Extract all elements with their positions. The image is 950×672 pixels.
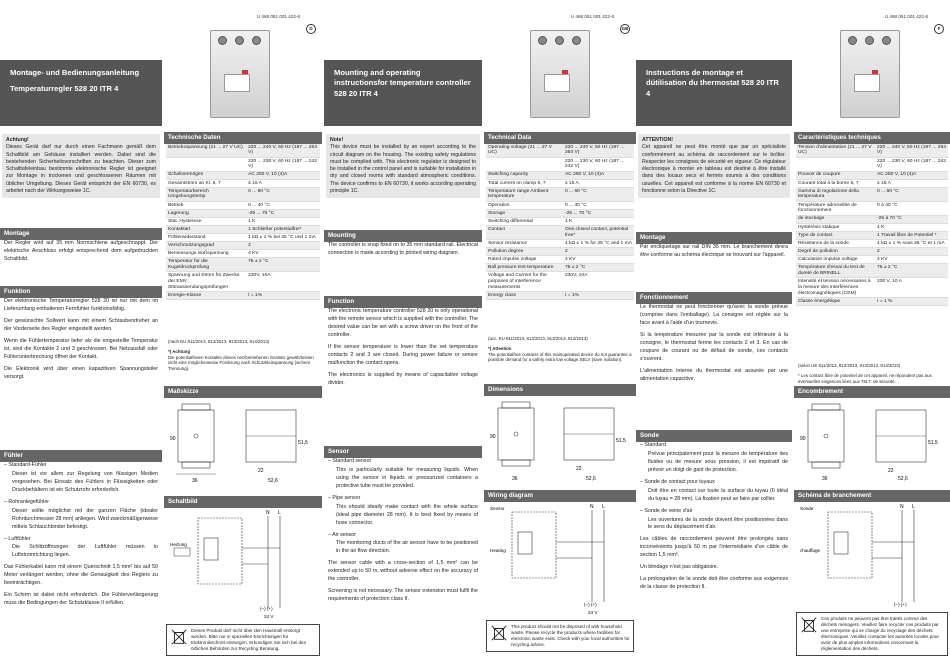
de-section-montage: Montage	[0, 228, 162, 240]
spec-row	[796, 232, 948, 240]
spec-row	[166, 144, 320, 157]
spec-key: Operating voltage (21 ... 27 V UC)	[486, 144, 563, 157]
spec-key: Résistance de la sonde	[796, 240, 875, 248]
spec-value: 230V, 10A	[246, 272, 320, 292]
spec-key: Intensité et tension nécessaires à la mesure des interférences électromagnétiques (CEM)	[796, 278, 875, 298]
spec-value: 1 kΩ ± 1 % sous 25 °C et 1 mA	[875, 240, 948, 248]
spec-value: ≤ 16 A	[246, 179, 320, 187]
fr-spec-table	[796, 144, 948, 306]
spec-row	[486, 272, 634, 292]
spec-key: Sensor resistance	[486, 240, 563, 248]
gb-footnote-text: The potentialfree contacts of this mainoperated device do not guarantee a possible demand for a safety extra low voltage SELV (save isolation).	[488, 351, 632, 363]
gb-sensor-standard-text: This is particularly suitable for measuring liquids. When using the sensor in liquids or pressurized containers a protective tube must be provided.	[336, 466, 478, 489]
fr-cable-text-3: La prolongation de la sonde doit être conforme aux exigences de la classe de protection II.	[640, 576, 788, 591]
gb-spec-column	[484, 0, 636, 672]
de-dim-d: 51,5	[298, 440, 308, 446]
fr-dim-w3: 52,6	[898, 476, 908, 482]
spec-row	[486, 188, 634, 202]
spec-row	[486, 226, 634, 240]
gb-weee-text: This product should not be disposed of with household waste. Please recycle the products where facilities for electronic waste exist. Check with your local authorities for recycling advice.	[511, 624, 630, 647]
spec-row	[486, 264, 634, 272]
spec-key: Bemessungs stoßspannung	[166, 250, 246, 258]
spec-key	[796, 157, 875, 171]
spec-row	[796, 201, 948, 215]
spec-row	[796, 144, 948, 157]
spec-key: Hystérésis statique	[796, 223, 875, 231]
gb-section-sensor: Sensor	[324, 446, 482, 458]
gb-wire-n: N	[590, 504, 594, 510]
fr-dim-d: 51,5	[928, 440, 938, 446]
gb-sensor-air: – Air sensor	[328, 531, 356, 538]
spec-row	[166, 210, 320, 218]
de-section-fuehler: Fühler	[0, 450, 162, 462]
de-wiring-diagram	[168, 508, 318, 620]
fr-montage-text: Par encliquetage sur rail DIN 35 mm. Le branchement devra être conforme au schéma électrique se trouvant sur l'appareil.	[640, 244, 788, 258]
spec-key: de stockage	[796, 215, 875, 223]
fr-dim-h: 90	[800, 436, 806, 442]
spec-row	[796, 157, 948, 171]
spec-row	[486, 179, 634, 187]
spec-value: 220 ... 240 V, 50 Hz (187 ... 264 V)	[875, 144, 948, 157]
fr-footnote: * Les contact libre de potentiel de cet appareil, ne répondent pas aux éventuelles exigences liées aux T.B.T. de sécurité.	[798, 373, 932, 384]
gb-dim-d: 51,5	[616, 438, 626, 444]
spec-row	[796, 223, 948, 231]
spec-row	[166, 188, 320, 202]
gb-title-bar	[324, 60, 482, 126]
spec-row	[486, 201, 634, 209]
fr-section-fonction: Fonctionnement	[636, 292, 792, 304]
gb-dim-w2: 22	[576, 466, 582, 472]
fr-wire-n: N	[900, 504, 904, 510]
spec-row	[166, 179, 320, 187]
fr-section-sonde: Sonde	[636, 430, 792, 442]
spec-value: 1 kΩ ± 1 % for 25 °C and 1 mA	[563, 240, 634, 248]
spec-value: I = 1 %	[875, 298, 948, 306]
gb-wire-pm: (–) (+)	[584, 602, 597, 607]
de-footnote-text: Die potentialfreien Kontakte dieses netzbetriebenen Gerätes gewährleisten nicht eine möglicherweise Forderung nach Schutzkleinspannung (sichere Trennung).	[168, 354, 314, 372]
spec-value: 220 ... 230 V, 60 Hz (187 ... 242 V)	[246, 157, 320, 171]
gb-sensor-air-text: The monitoring ducts of the air sensor have to be positioned in the air flow direction.	[336, 540, 478, 555]
spec-key: Total current on clamp 6, 7	[486, 179, 563, 187]
de-dim-w1: 36	[192, 478, 198, 484]
gb-sensor-pipe-text: This should ideally make contact with the whole surface (ideal pipe diameter 28 mm). It is best fixed by means of hose connector.	[336, 503, 478, 526]
spec-value: 1 K	[563, 218, 634, 226]
gb-function-text-1: The electronic temperature controller 528 20 is only operational with the remote sensor which is supplied with the controller. The desired value can be set with a screw driver on the front of the controller.	[328, 308, 478, 338]
de-funktion-text-1: Der elektronische Temperaturregler 528 20 ist nur mit dem im Lieferumfang enthaltenen Fernfühler funktionsfähig.	[4, 298, 158, 312]
spec-key: Temperatur für die Kugeldruckprüfung	[166, 258, 246, 272]
spec-row	[486, 248, 634, 256]
spec-key: Température d'essai du test de dureté de BRINELL	[796, 264, 875, 278]
gb-cable-text-1: The sensor cable with a cross-section of 1,5 mm² can be extended up to 50 m, without adverse effect on the accuracy of the controller.	[328, 560, 478, 583]
spec-key: Degré de pollution	[796, 248, 875, 256]
fr-sonde-tuyau: – Sonde de contact pour tuyaux	[640, 478, 715, 485]
spec-row	[166, 250, 320, 258]
de-footnote	[168, 349, 318, 372]
spec-row	[486, 240, 634, 248]
de-fuehler-standard: – Standard-Fühler	[4, 462, 47, 468]
spec-value: 75 ± 2 °C	[563, 264, 634, 272]
gb-wire-l: L	[602, 504, 605, 510]
fr-sonde-air-text: Les ouvertures de la sonde doivent être positionnées dans le sens du déplacement d'air.	[648, 516, 788, 531]
spec-key: Betriebsspannung (21 ... 27 V UC)	[166, 144, 246, 157]
spec-value: -25 ... 70 °C	[246, 210, 320, 218]
fr-weee-text: Ces produits ne peuvent pas être traités comme des déchets ménagers. Veuillez faire recycler ces produits par une entreprise qui se charge du recyclage des déchets électroniques. Veuillez contacter les autorités locales pour avoir de plus amples informations concernant la règlementation des déchets.	[821, 616, 939, 651]
gb-mounting-text: The controller is snap fixed on to 35 mm standard rail. Electrical connection is made according to printed wiring diagram.	[328, 242, 478, 256]
spec-row	[796, 171, 948, 179]
spec-row	[486, 256, 634, 264]
spec-value: 4 KV	[563, 256, 634, 264]
spec-value: 1 Schließer potentialfrei*	[246, 226, 320, 234]
spec-value: 1 Travail libre de Potentiel *	[875, 232, 948, 240]
spec-row	[166, 171, 320, 179]
spec-key: Contact	[486, 226, 563, 240]
gb-sensor-label: Sensor	[490, 506, 505, 511]
de-specs-norms: (nach EU 811/2013, 812/2013, 813/2013, 814/2013)	[168, 339, 270, 344]
spec-value: 0 ... 60 °C	[563, 188, 634, 202]
gb-specs-norms: (acc. EU 811/2013, 812/2013, 813/2013, 814/2013)	[488, 336, 588, 341]
spec-value: 0 à 40 °C	[875, 201, 948, 215]
spec-key: Lagerung	[166, 210, 246, 218]
spec-key: Storage	[486, 210, 563, 218]
de-product-image	[204, 26, 276, 122]
spec-row	[166, 234, 320, 242]
de-title-bar	[0, 60, 162, 126]
spec-key: Switching capacity	[486, 171, 563, 179]
gb-dimension-drawing	[488, 398, 632, 484]
fr-product-image	[834, 26, 906, 122]
gb-footnote	[488, 346, 632, 363]
gb-warning-heading: Note!	[330, 137, 344, 143]
gb-sensor-standard: – Standard sensor	[328, 458, 372, 464]
fr-text-column	[636, 0, 792, 672]
gb-dim-h: 90	[490, 434, 496, 440]
gb-title: Mounting and operating instructionsfor temperature controller 528 20 ITR 4	[334, 68, 471, 98]
spec-value: 220 ... 240 V, 50 Hz (187 ... 264 V)	[246, 144, 320, 157]
gb-doc-number: U 468 051 001 422-6	[570, 14, 614, 19]
de-spec-column	[164, 0, 322, 672]
fr-cable-text-1: Les câbles de raccordement peuvent être prolongés sans inconvénients jusqu'à 50 m par l'intermédiaire d'un câble de section 1,5 mm².	[640, 536, 788, 559]
spec-key: Tension d'alimentation (21 ... 27 V UC)	[796, 144, 875, 157]
gb-warning-box	[326, 134, 480, 198]
spec-value: ≤ 16 A	[563, 179, 634, 187]
crossed-bin-icon	[170, 628, 188, 646]
gb-function-text-3: The electronics is supplied by means of capacitative voltage divider.	[328, 371, 478, 386]
fr-sonde-air: – Sonde de veine d'air	[640, 507, 693, 514]
spec-value: AC 250 V, 10 (4)A	[875, 171, 948, 179]
fr-section-schema: Schéma de branchement	[794, 490, 950, 502]
fr-title: Instructions de montage et dútilisation du thermostat 528 20 ITR 4	[646, 68, 779, 98]
fr-section-montage: Montage	[636, 232, 792, 244]
spec-value: 2	[246, 242, 320, 250]
fr-sonde-tuyau-text: Doit être en contact sur toute la surface du tuyau (0 idéal du tuyau = 28 mm). La fixation peut se faire par collier.	[648, 487, 788, 502]
fr-wire-l: L	[912, 504, 915, 510]
gb-product-image	[524, 26, 596, 122]
gb-section-mounting: Mounting	[324, 230, 482, 242]
spec-value: 75 ± 2 °C	[246, 258, 320, 272]
spec-value: 0 ... 60 °C	[246, 188, 320, 202]
de-dim-w3: 52,6	[268, 478, 278, 484]
fr-dimension-drawing	[798, 400, 946, 484]
de-section-tech: Technische Daten	[164, 132, 322, 144]
de-lang-badge: D	[306, 24, 316, 34]
spec-value: 4 KV	[875, 256, 948, 264]
fr-fonction-text-1: Le thermostat ne peut fonctionner qu'avec la sonde prévue (comprise dans l'emballage). La consigne est réglée sur la face avant à l'aide d'un tournevis.	[640, 304, 788, 326]
spec-key: Schaltvermögen	[166, 171, 246, 179]
spec-value: -25 ... 70 °C	[563, 210, 634, 218]
spec-key: Gamma di regolazione della temperatura	[796, 188, 875, 202]
fr-sonde-standard: – Standard	[640, 442, 666, 448]
spec-key: Gesamtstrom an Kl. 6, 7	[166, 179, 246, 187]
de-product-title: Temperaturregler 528 20 ITR 4	[10, 84, 119, 94]
spec-value: 2	[875, 248, 948, 256]
fr-specs-norms: (selon UE 811/2013, 812/2013, 813/2013, 814/2013)	[798, 363, 901, 368]
spec-key: Pollution degree	[486, 248, 563, 256]
spec-key	[486, 157, 563, 171]
de-footnote-heading: *) Achtung	[168, 349, 191, 354]
spec-key: Pouvoir de coupure	[796, 171, 875, 179]
spec-value: 230V, 10A	[563, 272, 634, 292]
fr-wiring-diagram	[798, 502, 946, 610]
spec-key: Fühlerwiderstand	[166, 234, 246, 242]
spec-row	[166, 292, 320, 300]
spec-row	[796, 256, 948, 264]
spec-key: Betrieb	[166, 201, 246, 209]
de-warning-box	[2, 134, 160, 198]
spec-value: 4 KV	[246, 250, 320, 258]
de-warning-text: Dieses Gerät darf nur durch einen Fachmann gemäß dem Schaltbild am Gehäuse installiert werden. Dabei sind die bestehenden Sicherheitsvorschriften zu beachten. Dieser zum Schalttafeleinbau bestimmte elektronische Regler ist geeignet zur Montage in trockenen und geschlossenen Räumen mit üblicher Umgebung. Dieses Gerät entspricht der EN 60730, es arbeitet nach der Wirkungsweise 1C.	[6, 144, 156, 194]
spec-row	[796, 278, 948, 298]
spec-value: 220 ... 230 V, 60 Hz (187 ... 242 V)	[563, 157, 634, 171]
de-heizung-label: Heizung	[170, 542, 187, 547]
fr-section-tech: Caractéristiques techniques	[794, 132, 950, 144]
spec-key: Stat. Hysterese	[166, 218, 246, 226]
fr-title-bar	[636, 60, 792, 126]
de-montage-text: Der Regler wird auf 35 mm Normschiene aufgeschnappt. Der elektrische Anschluss erfolgt entsprechend dem aufgedruckten Schaltbild.	[4, 240, 158, 262]
spec-value: 1 kΩ ± 1 % bei 25 °C und 1 mA	[246, 234, 320, 242]
spec-value: 0 ... 40 °C	[563, 201, 634, 209]
de-weee-notice	[166, 624, 320, 656]
spec-row	[166, 157, 320, 171]
spec-value: ≤ 16 A	[875, 179, 948, 187]
de-dimension-drawing	[168, 400, 318, 486]
gb-section-dimensions: Dimensions	[484, 384, 636, 396]
fr-spec-column	[794, 0, 950, 672]
fr-dim-w1: 36	[822, 476, 828, 482]
fr-dim-w2: 22	[888, 468, 894, 474]
fr-weee-notice	[796, 612, 948, 656]
de-fuehler-rohr-text: Dieser sollte möglichst mit der ganzen Fläche (idealer Rohrdurchmesser 28 mm) anliegen. Wird zweckmäßigerweise mittels Schlauchbinder befestigt.	[12, 507, 159, 530]
fr-sonde-label: Sonde	[800, 506, 814, 511]
gb-footnote-heading: *) Attention	[488, 346, 512, 351]
de-section-mass: Maßskizze	[164, 386, 322, 398]
gb-dim-w1: 36	[512, 476, 518, 482]
spec-value: -25 à 70 °C	[875, 215, 948, 223]
de-fuehler-standard-text: Dieser ist vor allem zur Regelung von flüssigen Medien vorgesehen. Bei Einsatz des Fühlers in Flüssigkeiten oder Druckbehältern ist ein Schutzrohr erforderlich.	[12, 470, 158, 493]
spec-key: Temperaturbereich Umgebungstemp.	[166, 188, 246, 202]
gb-warning-text: This device must be installed by an expert according to the circuit diagram on the housing. The existing safety regulations must be complied with. This electronic regulator is designed to be installed in the control panel and is suitable for installation in dry and closed rooms with standard atmospheric conditions. The device confirms to EN 60730, it works according operating principle 1C.	[330, 144, 476, 194]
fr-doc-number: U 468 051 001 422-6	[884, 14, 928, 19]
spec-key: Courant total à la borne 6, 7	[796, 179, 875, 187]
spec-key: Energy class	[486, 292, 563, 300]
spec-row	[796, 215, 948, 223]
de-wire-l: L	[278, 510, 281, 516]
spec-key: Energie-Klasse	[166, 292, 246, 300]
spec-row	[796, 179, 948, 187]
spec-key: Classe énergétique	[796, 298, 875, 306]
gb-weee-notice	[486, 620, 634, 652]
fr-fonction-text-3: L'alimentation interne du thermostat est assurée par une alimentation capacitive.	[640, 367, 788, 382]
gb-section-function: Function	[324, 296, 482, 308]
spec-value: I = 1%	[246, 292, 320, 300]
gb-section-wiring: Wiring diagram	[484, 490, 636, 502]
crossed-bin-icon	[490, 624, 508, 642]
gb-dim-w3: 52,6	[586, 476, 596, 482]
de-dim-w2: 22	[258, 468, 264, 474]
spec-value: One closed contact, potential free*	[563, 226, 634, 240]
gb-function-text-2: If the sensor temperature is lower than the set temperature contacts 2 and 3 are closed. During power failure or sensor malfunction the contact opens.	[328, 343, 478, 366]
de-kabel-text-2: Ein Schirm ist dabei nicht erforderlich. Die Fühlerverlängerung muss die Bedingungen der Schutzklasse II erfüllen.	[4, 592, 158, 607]
spec-key: Switching differential	[486, 218, 563, 226]
spec-row	[486, 157, 634, 171]
spec-key: Spannung und Strom für Zwecke der EMV Störaussendungsprüfungen	[166, 272, 246, 292]
spec-value: AC 250 V, 10 (4)A	[563, 171, 634, 179]
spec-row	[166, 258, 320, 272]
spec-value: 0 ... 60 °C	[875, 188, 948, 202]
de-section-funktion: Funktion	[0, 286, 162, 298]
spec-key: Temperature range Ambient temperature	[486, 188, 563, 202]
de-wire-v: 24 V	[264, 614, 274, 619]
spec-row	[166, 242, 320, 250]
fr-warning-heading: ATTENTION!	[642, 137, 674, 143]
de-fuehler-luft-text: Die Schlitzöffnungen der Luftfühler müssen in Luftstromrichtung liegen.	[12, 544, 158, 559]
fr-section-encombrement: Encombrement	[794, 386, 950, 398]
spec-row	[796, 264, 948, 278]
spec-value: 2	[563, 248, 634, 256]
spec-value: 75 ± 2 °C	[875, 264, 948, 278]
fr-sonde-standard-text: Prévue principalement pour la mesure de température des fluides ou de mesure sous pression, il est impératif de prévoir un doigt de gant de protection.	[648, 450, 788, 473]
spec-key: Calculation impulse voltage	[796, 256, 875, 264]
spec-key: Température admissible de fonctionnement	[796, 201, 875, 215]
de-section-schalt: Schaltbild	[164, 496, 322, 508]
spec-value: 1 K	[875, 223, 948, 231]
spec-key: Voltage and Current for the purposes of interference measurements	[486, 272, 563, 292]
spec-key: Rated impulse voltage	[486, 256, 563, 264]
gb-cable-text-2: Screening is not necessary. The sensor extension must fulfil the requirements of protection class II.	[328, 588, 478, 603]
de-kabel-text-1: Das Fühlerkabel kann mit einem Querschnitt 1,5 mm² bis auf 50 Meter verlängert werden, ohne die Genauigkeit des Reglers zu beeinträchtigen.	[4, 564, 158, 587]
spec-row	[486, 210, 634, 218]
gb-wire-v: 24 V	[588, 610, 598, 615]
spec-row	[796, 298, 948, 306]
spec-value: AC 250 V, 10 (4)A	[246, 171, 320, 179]
spec-row	[166, 272, 320, 292]
fr-wire-pm: (–) (+)	[894, 602, 907, 607]
spec-value: I = 1%	[563, 292, 634, 300]
de-weee-text: Dieses Produkt darf nicht über den Hausmüll entsorgt werden. Bitte nur in speziellen Einrichtungen für Elektronikschrott entsorgen. Erkundigen Sie sich bei den örtlichen Behörden zur Recycling Beratung.	[191, 628, 307, 651]
de-funktion-text-2: Der gewünschte Sollwert kann mit einem Schraubendreher an der Vorderseite des Regler eingestellt werden.	[4, 317, 158, 332]
spec-key: Verschmutzungsgrad	[166, 242, 246, 250]
spec-row	[486, 292, 634, 300]
de-warning-heading: Achtung!	[6, 137, 29, 143]
spec-value: 1 K	[246, 218, 320, 226]
fr-lang-badge: F	[934, 24, 944, 34]
spec-row	[796, 188, 948, 202]
spec-row	[166, 218, 320, 226]
gb-heating-label: Heating	[490, 548, 506, 553]
de-wire-pm: (–) (+)	[260, 606, 273, 611]
gb-lang-badge: GB	[620, 24, 630, 34]
de-wire-n: N	[266, 510, 270, 516]
spec-row	[166, 226, 320, 234]
de-doc-number: U 468 051 001 422-6	[256, 14, 300, 19]
spec-row	[166, 201, 320, 209]
spec-key: Kontaktart	[166, 226, 246, 234]
spec-row	[796, 240, 948, 248]
de-fuehler-rohr: – Rohranlegefühler	[4, 498, 50, 505]
crossed-bin-icon	[800, 616, 818, 634]
gb-section-tech: Technical Data	[484, 132, 636, 144]
de-dim-h: 90	[170, 436, 176, 442]
gb-sensor-pipe: – Pipe sensor	[328, 494, 361, 501]
fr-warning-box	[638, 134, 790, 198]
de-fuehler-luft: – Luftfühler	[4, 535, 31, 542]
spec-value: 230 V, 10 A	[875, 278, 948, 298]
spec-value: 0 ... 40 °C	[246, 201, 320, 209]
de-funktion-text-3: Wenn die Fühlertemperatur tiefer als die eingestellte Temperatur ist, sind die Kontakte 2 und 3 geschlossen. Bei Netzausfall oder Fühlerunterbrechung öffnet der Kontakt.	[4, 337, 158, 360]
gb-text-column	[324, 0, 482, 672]
spec-row	[486, 218, 634, 226]
spec-key: Ball pressure test temperature	[486, 264, 563, 272]
spec-value: 220 ... 230 V, 60 Hz (187 ... 242 V)	[875, 157, 948, 171]
de-funktion-text-4: Die Elektronik wird über einen kapazitiven Spannungsteiler versorgt.	[4, 365, 158, 380]
spec-key: Type de contact	[796, 232, 875, 240]
spec-row	[486, 144, 634, 157]
fr-warning-text: Cet appareil ne peut être monté que par un spécialiste conformément au schéma de raccordement sur le boîtier. Respecter les consignes de sécurité en vigueur. Ce régulateur électronique à monter en tableau est destiné à être installé dans des locaux secs et fermés soumis à des conditions usuelles. Cet appareil est conforme à la norme EN 60730 et fonctionne selon la Directive 1C.	[642, 144, 786, 194]
spec-key	[166, 157, 246, 171]
de-text-column	[0, 0, 162, 672]
fr-fonction-text-2: Si la température mesurée par la sonde est inférieure à la consigne, le thermostat ferme les contacts 2 et 3. En cas de coupure de courant ou de défaut de sonde, ces contacts s'ouvrent.	[640, 331, 788, 362]
de-title: Montage- und Bedienungsanleitung	[10, 68, 140, 77]
fr-cable-text-2: Un blindage n'est pas obligatoire.	[640, 564, 719, 571]
spec-row	[486, 171, 634, 179]
de-spec-table	[166, 144, 320, 300]
fr-chauffage-label: chauffage	[800, 548, 821, 553]
spec-value: 220 ... 240 V, 50 Hz (187 ... 264 V)	[563, 144, 634, 157]
spec-key: Operation	[486, 201, 563, 209]
gb-spec-table	[486, 144, 634, 300]
gb-wiring-diagram	[488, 502, 632, 616]
spec-row	[796, 248, 948, 256]
